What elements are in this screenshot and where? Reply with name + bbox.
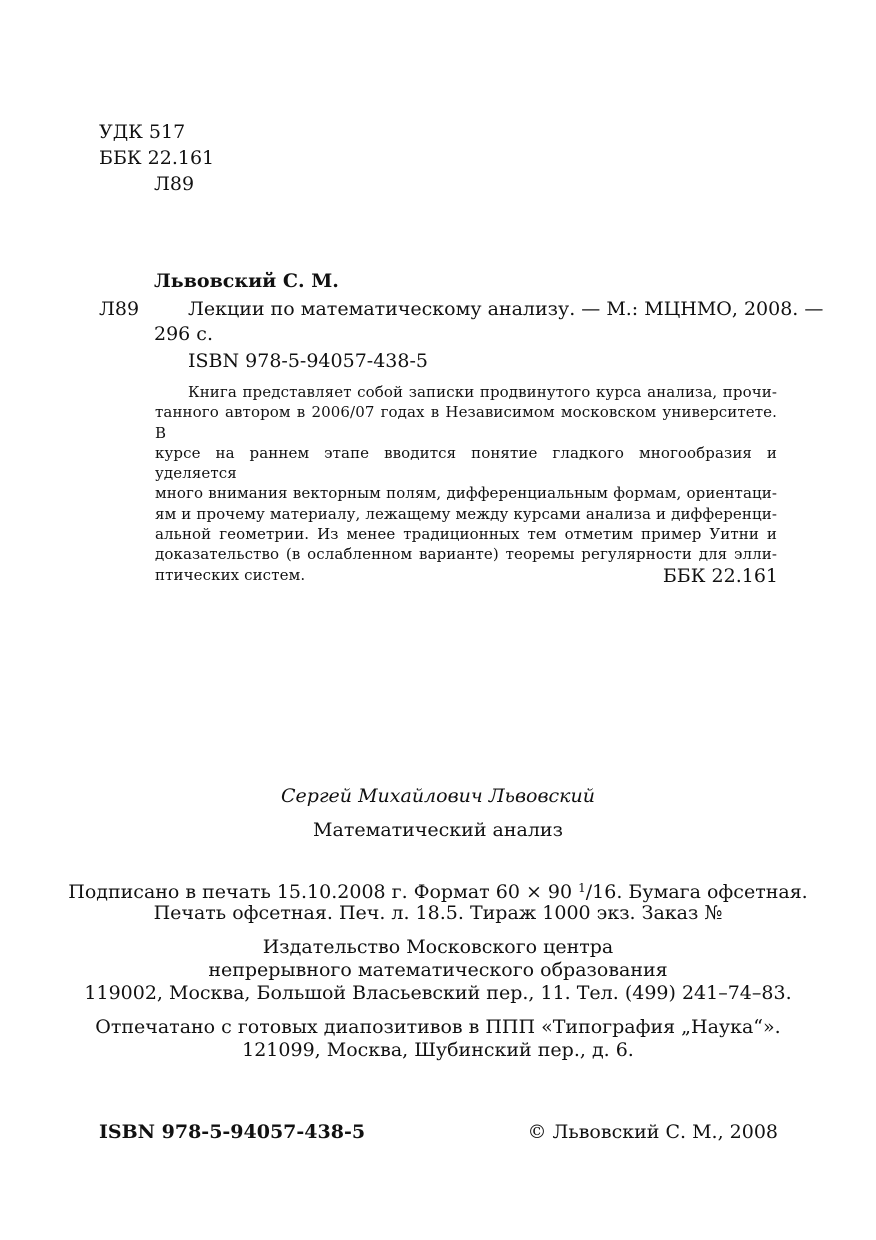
udk-code: УДК 517	[99, 121, 186, 143]
footer-isbn: ISBN 978-5-94057-438-5	[99, 1121, 366, 1143]
author-mark: Л89	[154, 173, 195, 195]
abstract-line: ям и прочему материалу, лежащему между курсами анализа и дифференци-	[155, 504, 777, 523]
abstract-line: много внимания векторным полям, дифференциальным формам, ориентаци-	[155, 484, 777, 503]
publisher-address: 119002, Москва, Большой Власьевский пер., 11. Тел. (499) 241–74–83.	[84, 982, 792, 1004]
abstract-line: альной геометрии. Из менее традиционных тем отметим пример Уитни и	[155, 525, 777, 544]
abstract-line: танного автором в 2006/07 годах в Независимом московском университете. В	[155, 403, 777, 442]
footer-copyright: © Львовский С. М., 2008	[527, 1121, 778, 1143]
record-title-line-2: 296 с.	[154, 323, 213, 345]
print-details-text: Подписано в печать 15.10.2008 г. Формат 60 × 90	[68, 881, 579, 903]
print-details-paper: . Бумага офсетная.	[616, 881, 808, 903]
abstract-line: птических систем.	[155, 565, 306, 584]
printer-address: 121099, Москва, Шубинский пер., д. 6.	[242, 1039, 634, 1061]
abstract	[155, 382, 777, 585]
record-title-line-1: Лекции по математическому анализу. — М.: МЦНМО, 2008. —	[188, 298, 824, 320]
format-fraction-numerator: 1	[578, 881, 586, 895]
bbk-code: ББК 22.161	[99, 147, 215, 169]
book-title: Математический анализ	[313, 819, 563, 841]
publisher-line-2: непрерывного математического образования	[208, 959, 668, 981]
abstract-line: курсе на раннем этапе вводится понятие гладкого многообразия и уделяется	[155, 443, 777, 483]
record-mark: Л89	[99, 298, 140, 320]
printer-line-1: Отпечатано с готовых диапозитивов в ППП «Типография „Наука“».	[95, 1016, 781, 1038]
abstract-line: доказательство (в ослабленном варианте) теоремы регулярности для элли-	[155, 545, 777, 564]
record-isbn: ISBN 978-5-94057-438-5	[188, 350, 428, 372]
format-fraction-denominator: /16	[585, 881, 617, 903]
publisher-line-1: Издательство Московского центра	[262, 936, 614, 958]
abstract-line: Книга представляет собой записки продвинутого курса анализа, прочи-	[188, 383, 777, 401]
author-full-name: Сергей Михайлович Львовский	[281, 785, 595, 807]
bbk-code-bottom: ББК 22.161	[662, 565, 778, 587]
print-details-line-2: Печать офсетная. Печ. л. 18.5. Тираж 1000 экз. Заказ №	[153, 902, 723, 924]
author-heading: Львовский С. М.	[154, 270, 339, 292]
